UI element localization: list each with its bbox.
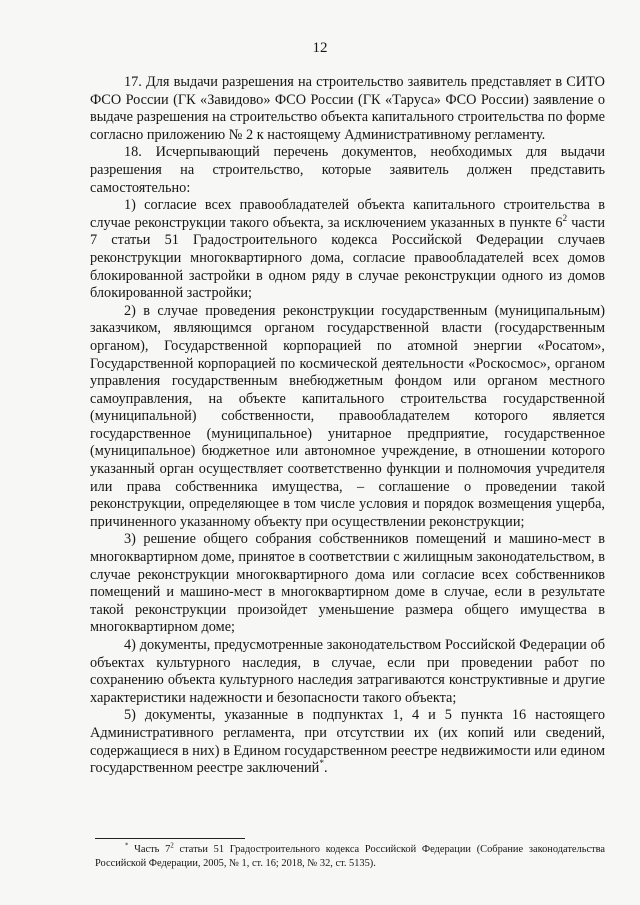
footnote-reference: *: [319, 759, 324, 770]
paragraph-18: 18. Исчерпывающий перечень документов, необходимых для выдачи разрешения на строительство, которые заявитель должен представить самостоятельно:: [90, 144, 605, 196]
document-body: [90, 74, 605, 778]
footnote: [95, 843, 605, 870]
paragraph-17: 17. Для выдачи разрешения на строительство заявитель представляет в СИТО ФСО России (ГК «Завидово» ФСО России (ГК «Таруса» ФСО России) заявление о выдаче разрешения на строительство объекта капитального строительства по форме согласно приложению № 2 к настоящему Административному регламенту.: [90, 74, 605, 143]
list-item-1-text-a: 1) согласие всех правообладателей объекта капитального строительства в случае реконструкции такого объекта, за исключением указанных в пункте 6: [90, 197, 605, 231]
list-item-5-text-b: .: [323, 760, 328, 777]
list-item-5-text-a: 5) документы, указанные в подпунктах 1, 4 и 5 пункта 16 настоящего Административного регламента, при отсутствии их (их копий или сведений, содержащиеся в них) в Едином государственном реестре недвижимости или едином государственном реестре заключений: [90, 707, 605, 777]
footnote-superscript: 2: [170, 842, 174, 850]
footnote-divider: [95, 838, 245, 839]
list-item-2: 2) в случае проведения реконструкции государственным (муниципальным) заказчиком, являющимся органом государственной власти (государственным органом), Государственной корпорацией по атомной энергии «Росатом», Государственной корпорацией по космической деятельности «Роскосмос», органом управления государственным внебюджетным фондом или органом местного самоуправления, на объекте капитального строительства государственной (муниципальной) собственности, правообладателем которого является государственное (муниципальное) унитарное предприятие, государственное (муниципальное) бюджетное или автономное учреждение, в отношении которого указанный орган осуществляет соответственно функции и полномочия учредителя или права собственника имущества, – соглашение о проведении такой реконструкции, определяющее в том числе условия и порядок возмещения ущерба, причиненного указанному объекту при осуществлении реконструкции;: [90, 302, 605, 530]
footnote-mark: *: [125, 842, 129, 850]
page-number: 12: [312, 40, 328, 56]
list-item-5: [90, 707, 605, 777]
list-item-3: 3) решение общего собрания собственников помещений и машино-мест в многоквартирном доме, принятое в соответствии с жилищным законодательством, в случае реконструкции многоквартирного дома или согласие всех собственников помещений и машино-мест в многоквартирном доме в случае, если в результате такой реконструкции произойдет уменьшение размера общего имущества в многоквартирном доме;: [90, 531, 605, 636]
footnote-text-b: статьи 51 Градостроительного кодекса Российской Федерации (Собрание законодательства Российской Федерации, 2005, № 1, ст. 16; 2018, № 32, ст. 5135).: [95, 844, 605, 869]
list-item-1-text-b: части 7 статьи 51 Градостроительного кодекса Российской Федерации случаев реконструкции многоквартирного дома, согласие правообладателей всех домов блокированной застройки в одном ряду в случае реконструкции одного из домов блокированной застройки;: [90, 214, 606, 302]
list-item-4: 4) документы, предусмотренные законодательством Российской Федерации об объектах культурного наследия, в случае, если при проведении работ по сохранению объекта культурного наследия затрагиваются конструктивные и другие характеристики надежности и безопасности такого объекта;: [90, 637, 605, 706]
footnote-text-a: Часть 7: [128, 844, 171, 855]
list-item-1: [90, 197, 605, 303]
superscript: 2: [562, 213, 568, 224]
